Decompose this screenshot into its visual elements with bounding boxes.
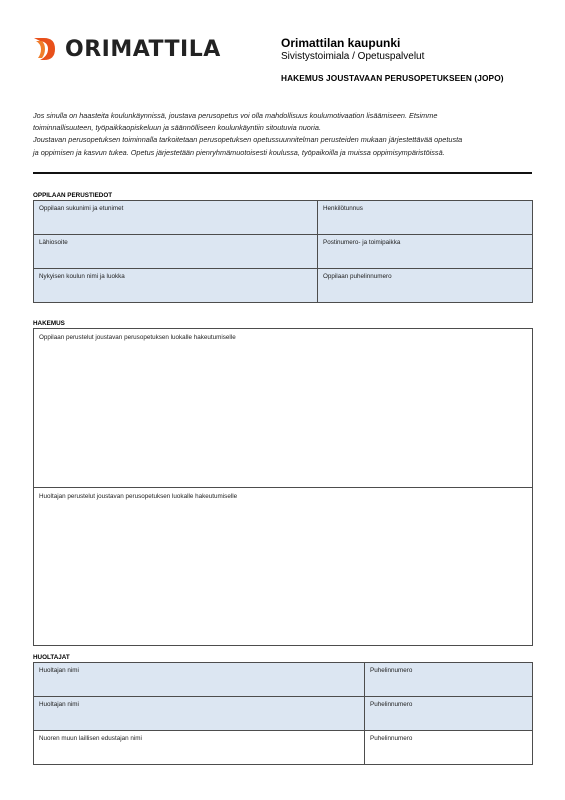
orimattila-logo-icon (33, 36, 59, 62)
table-row (34, 731, 533, 765)
guardian-name-field[interactable]: Huoltajan nimi (34, 663, 365, 697)
form-title: HAKEMUS JOUSTAVAAN PERUSOPETUKSEEN (JOPO) (281, 73, 504, 83)
logo-text: ORIMATTILA (65, 36, 221, 62)
student-phone-field[interactable]: Oppilaan puhelinnumero (318, 269, 533, 303)
guardians-section-label: HUOLTAJAT (33, 654, 70, 661)
address-field[interactable]: Lähiosoite (34, 235, 318, 269)
personal-id-field[interactable]: Henkilötunnus (318, 201, 533, 235)
guardians-table (33, 662, 533, 765)
organization-department: Sivistystoimiala / Opetuspalvelut (281, 51, 425, 62)
organization-block (281, 36, 424, 62)
table-row (34, 269, 533, 303)
student-name-field[interactable]: Oppilaan sukunimi ja etunimet (34, 201, 318, 235)
intro-text (33, 110, 533, 159)
student-section-label: OPPILAAN PERUSTIEDOT (33, 192, 113, 199)
table-row (34, 663, 533, 697)
legal-representative-field[interactable]: Nuoren muun laillisen edustajan nimi (34, 731, 365, 765)
intro-line: Jos sinulla on haasteita koulunkäynnissä, joustava perusopetus voi olla mahdollisuus koulumotivaation lisäämiseen. Etsimme (33, 111, 438, 120)
guardian-reason-label: Huoltajan perustelut joustavan perusopetuksen luokalle hakeutumiselle (39, 493, 238, 500)
guardian-name-field[interactable]: Huoltajan nimi (34, 697, 365, 731)
student-reason-label: Oppilaan perustelut joustavan perusopetuksen luokalle hakeutumiselle (39, 334, 236, 341)
guardian-phone-field[interactable]: Puhelinnumero (365, 697, 533, 731)
representative-phone-field[interactable]: Puhelinnumero (365, 731, 533, 765)
guardian-reason-field[interactable] (34, 488, 532, 645)
intro-line: ja oppimisen ja kasvun tukea. Opetus järjestetään pienryhmämuotoisesti koulussa, työpaikoilla ja muissa oppimisympäristöissä. (33, 147, 445, 157)
postal-code-field[interactable]: Postinumero- ja toimipaikka (318, 235, 533, 269)
student-reason-field[interactable] (34, 329, 532, 487)
intro-line: Joustavan perusopetuksen toiminnalla tarkoitetaan perusopetuksen opetussuunnitelman perusteiden mukaan järjestettävää opetusta (33, 135, 463, 145)
table-row (34, 201, 533, 235)
student-info-table (33, 200, 533, 303)
application-section-label: HAKEMUS (33, 320, 65, 327)
header-divider (33, 172, 532, 174)
organization-name: Orimattilan kaupunki (281, 36, 401, 50)
table-row (34, 697, 533, 731)
logo (33, 34, 221, 64)
guardian-phone-field[interactable]: Puhelinnumero (365, 663, 533, 697)
table-row (34, 235, 533, 269)
application-box (33, 328, 533, 646)
intro-line: toiminnallisuuteen, työpaikkaopiskeluun ja säännölliseen koulunkäyntiin sitoutuvia nuoria. (33, 123, 322, 133)
current-school-field[interactable]: Nykyisen koulun nimi ja luokka (34, 269, 318, 303)
